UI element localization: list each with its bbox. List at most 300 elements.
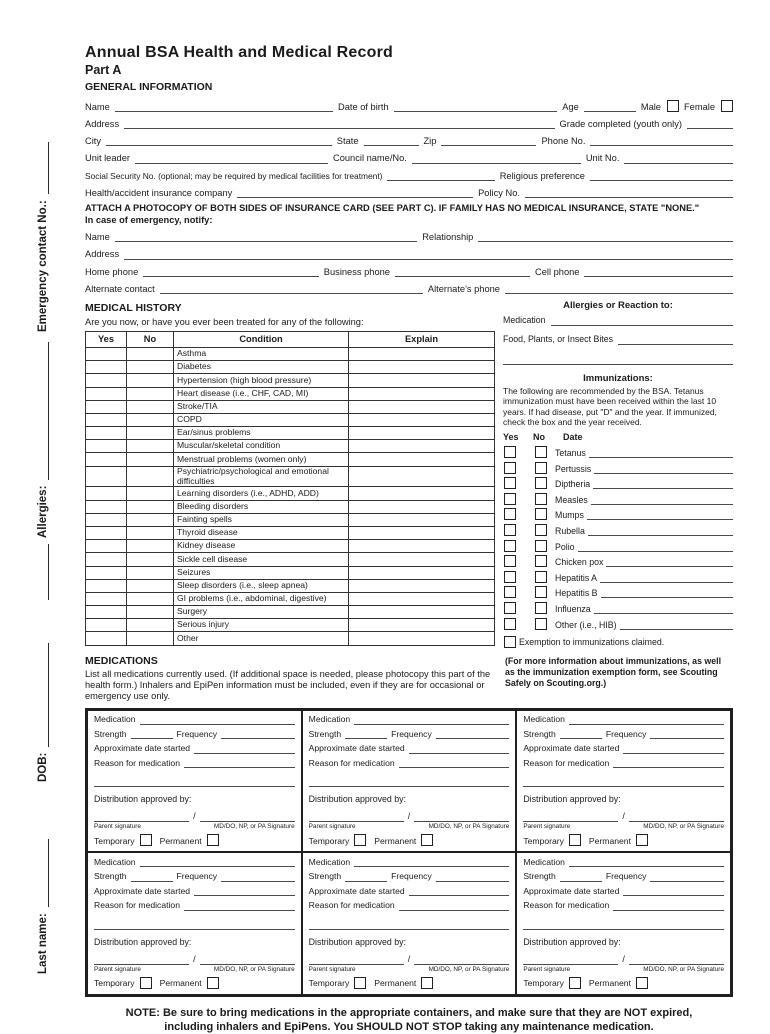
blank-line: [394, 102, 558, 112]
blank-line: [412, 154, 581, 164]
blank-line: [399, 758, 510, 768]
yes-cell: [86, 500, 127, 513]
temporary-checkbox: [569, 834, 581, 846]
extra-blank-row: [523, 777, 724, 787]
unit-leader-label: Unit leader: [85, 153, 130, 164]
signature-labels: [523, 823, 724, 830]
immunization-label: Pertussis: [555, 463, 592, 474]
condition-row: [86, 387, 495, 400]
condition-cell: [174, 632, 349, 645]
cell-phone-label: Cell phone: [535, 266, 580, 277]
blank-line: [143, 267, 319, 277]
condition-row: [86, 632, 495, 645]
explain-cell: [349, 500, 495, 513]
insurance-company-label: Health/accident insurance company: [85, 187, 233, 198]
reason-row: [94, 758, 295, 768]
permanent-label: Permanent: [588, 835, 631, 846]
form-title: Annual BSA Health and Medical Record: [85, 44, 393, 61]
imm-date-header: Date: [563, 432, 583, 443]
yes-cell: [86, 440, 127, 453]
blank-line: [441, 136, 536, 146]
blank-line: [160, 284, 423, 294]
condition-row: [86, 374, 495, 387]
frequency-label: Frequency: [605, 728, 647, 739]
condition-row: [86, 487, 495, 500]
condition-label: Fainting spells: [177, 513, 232, 524]
blank-line: [194, 886, 295, 896]
condition-label: Bleeding disorders: [177, 500, 249, 511]
condition-label: Psychiatric/psychological and emotional difficulties: [177, 465, 329, 486]
emergency-address-label: Address: [85, 249, 120, 260]
frequency-label: Frequency: [176, 871, 218, 882]
parent-signature-line: [94, 812, 189, 822]
immunization-label: Other (i.e., HIB): [555, 619, 617, 630]
condition-label: Asthma: [177, 348, 207, 359]
immunization-label: Hepatitis B: [555, 588, 598, 599]
explain-cell: [349, 632, 495, 645]
date-started-label: Approximate date started: [308, 743, 405, 754]
condition-label: Learning disorders (i.e., ADHD, ADD): [177, 487, 319, 498]
margin-last-name: [34, 839, 49, 974]
immunization-row: [503, 493, 733, 505]
slash-divider: /: [622, 953, 625, 964]
date-blank-line: [591, 495, 733, 505]
reason-label: Reason for medication: [523, 900, 610, 911]
blank-line: [523, 920, 724, 930]
condition-row: [86, 427, 495, 440]
parent-signature-line: [309, 955, 404, 965]
yes-cell: [86, 606, 127, 619]
strength-label: Strength: [94, 728, 127, 739]
date-started-label: Approximate date started: [523, 885, 620, 896]
grade-completed-label: Grade completed (youth only): [559, 119, 682, 129]
temporary-label: Temporary: [94, 978, 135, 989]
imm-yes-checkbox: [504, 524, 516, 536]
condition-row: [86, 453, 495, 466]
imm-no-checkbox: [535, 477, 547, 489]
imm-yes-checkbox: [504, 540, 516, 552]
condition-row: [86, 361, 495, 374]
reason-label: Reason for medication: [308, 757, 395, 768]
female-label: Female: [683, 101, 715, 112]
no-cell: [127, 413, 174, 426]
condition-cell: [174, 553, 349, 566]
age-label: Age: [562, 101, 579, 112]
signature-labels: [309, 966, 510, 973]
reason-label: Reason for medication: [94, 757, 180, 768]
md-signature-label: MD/DO, NP, or PA Signature: [643, 823, 724, 831]
medication-block: [87, 710, 302, 853]
no-cell: [127, 540, 174, 553]
distribution-label: Distribution approved by:: [308, 936, 406, 947]
female-checkbox: [721, 100, 733, 112]
condition-row: [86, 413, 495, 426]
yes-cell: [86, 400, 127, 413]
imm-yes-checkbox: [504, 586, 516, 598]
signature-row: [309, 812, 510, 822]
frequency-label: Frequency: [176, 728, 218, 739]
condition-cell: [174, 400, 349, 413]
signature-labels: [309, 823, 510, 830]
unit-leader-row: [85, 153, 733, 163]
strength-frequency-row: [523, 729, 724, 739]
allergy-food-row: [503, 335, 733, 345]
condition-label: Seizures: [177, 566, 211, 577]
condition-label: Menstrual problems (women only): [177, 453, 307, 464]
condition-cell: [174, 453, 349, 466]
md-signature-line: [629, 955, 724, 965]
strength-frequency-row: [523, 872, 724, 882]
imm-yes-checkbox: [504, 477, 516, 489]
immunization-row: [503, 602, 733, 614]
immunization-row: [503, 508, 733, 520]
medications-intro: List all medications currently used. (If additional space is needed, please photocopy this part of the health form.) Inhalers and EpiPen information must be included, even if they are for occasional or emergency use only.: [85, 668, 491, 702]
yes-cell: [86, 413, 127, 426]
permanent-checkbox: [421, 834, 433, 846]
yes-cell: [86, 526, 127, 539]
blank-line: [135, 154, 328, 164]
temporary-permanent-row: [523, 834, 724, 846]
condition-label: Serious injury: [177, 619, 230, 630]
immunization-list: [503, 446, 733, 630]
blank-line: [618, 335, 733, 345]
no-cell: [127, 526, 174, 539]
medication-block: [516, 852, 731, 995]
md-signature-line: [414, 812, 509, 822]
signature-labels: [523, 966, 724, 973]
phones-row: [85, 267, 733, 277]
parent-signature-line: [309, 812, 404, 822]
explain-cell: [349, 566, 495, 579]
blank-line: [37, 643, 49, 747]
medical-history-intro: Are you now, or have you ever been treated for any of the following:: [85, 316, 364, 327]
frequency-label: Frequency: [391, 871, 432, 882]
home-phone-label: Home phone: [85, 266, 139, 277]
date-blank-line: [620, 620, 733, 630]
blank-line: [345, 729, 387, 739]
medical-history-table: [85, 331, 495, 646]
yes-cell: [86, 453, 127, 466]
imm-no-checkbox: [535, 462, 547, 474]
medication-block: [302, 852, 517, 995]
permanent-checkbox: [636, 977, 648, 989]
medication-label: Medication: [523, 714, 565, 725]
explain-cell: [349, 387, 495, 400]
blank-line: [523, 777, 724, 787]
allergy-medication-row: [503, 316, 733, 326]
md-signature-line: [200, 812, 295, 822]
reason-label: Reason for medication: [308, 900, 395, 911]
permanent-label: Permanent: [374, 978, 417, 989]
imm-yes-checkbox: [504, 602, 516, 614]
yes-cell: [86, 619, 127, 632]
blank-line: [560, 872, 602, 882]
blank-line: [131, 872, 173, 882]
policy-no-label: Policy No.: [478, 187, 520, 198]
blank-line: [115, 102, 333, 112]
condition-label: COPD: [177, 414, 202, 425]
condition-row: [86, 400, 495, 413]
blank-line: [37, 839, 49, 907]
signature-row: [523, 812, 724, 822]
condition-row: [86, 500, 495, 513]
blank-line: [436, 872, 510, 882]
medication-name-row: [523, 715, 724, 725]
blank-line: [623, 886, 724, 896]
no-cell: [127, 427, 174, 440]
blank-line: [399, 901, 510, 911]
condition-label: Heart disease (i.e., CHF, CAD, MI): [177, 387, 309, 398]
immunization-label: Hepatitis A: [555, 572, 598, 583]
blank-line: [613, 901, 724, 911]
blank-line: [345, 872, 387, 882]
yes-cell: [86, 466, 127, 487]
condition-row: [86, 440, 495, 453]
dob-label: DOB:: [37, 752, 49, 782]
condition-label: Kidney disease: [177, 540, 236, 551]
blank-line: [106, 136, 332, 146]
temporary-checkbox: [569, 977, 581, 989]
md-signature-line: [200, 955, 295, 965]
parent-signature-label: Parent signature: [308, 965, 356, 973]
medications-section: [85, 655, 495, 703]
medication-label: Medication: [308, 856, 351, 867]
explain-cell: [349, 347, 495, 360]
permanent-label: Permanent: [159, 835, 202, 846]
condition-label: Muscular/skeletal condition: [177, 440, 281, 451]
condition-cell: [174, 466, 349, 487]
explain-cell: [349, 513, 495, 526]
blank-line: [124, 250, 733, 260]
allergies-reaction-heading: Allergies or Reaction to:: [563, 299, 673, 311]
blank-line: [525, 188, 733, 198]
temporary-checkbox: [140, 977, 152, 989]
yes-cell: [86, 566, 127, 579]
blank-line: [395, 267, 530, 277]
condition-cell: [174, 361, 349, 374]
business-phone-label: Business phone: [323, 266, 390, 277]
immunization-row: [503, 477, 733, 489]
imm-no-checkbox: [535, 602, 547, 614]
allergies-label: Allergies:: [37, 485, 49, 538]
medication-name-row: [94, 715, 295, 725]
explain-cell: [349, 427, 495, 440]
attach-photocopy-note: ATTACH A PHOTOCOPY OF BOTH SIDES OF INSURANCE CARD (SEE PART C). IF FAMILY HAS NO MEDICAL INSURANCE, STATE "NONE.": [85, 203, 700, 214]
date-started-label: Approximate date started: [523, 743, 620, 754]
date-blank-line: [606, 557, 733, 567]
medication-name-row: [309, 715, 510, 725]
yes-cell: [86, 427, 127, 440]
condition-cell: [174, 500, 349, 513]
medications-heading: MEDICATIONS: [85, 654, 158, 667]
date-started-row: [523, 886, 724, 896]
distribution-label: Distribution approved by:: [523, 794, 621, 805]
yes-cell: [86, 579, 127, 592]
allergy-extra-row: [503, 355, 733, 365]
blank-line: [140, 857, 295, 867]
temporary-permanent-row: [94, 834, 295, 846]
condition-row: [86, 540, 495, 553]
condition-cell: [174, 566, 349, 579]
parent-signature-label: Parent signature: [523, 823, 571, 831]
condition-row: [86, 592, 495, 605]
permanent-checkbox: [207, 977, 219, 989]
imm-no-checkbox: [535, 555, 547, 567]
name-row: [85, 100, 733, 112]
no-cell: [127, 632, 174, 645]
temporary-permanent-row: [309, 977, 510, 989]
blank-line: [37, 544, 49, 600]
condition-row: [86, 526, 495, 539]
yes-column-header: Yes: [86, 331, 127, 347]
immunization-row: [503, 524, 733, 536]
imm-yes-header: Yes: [503, 432, 519, 443]
immunization-row: [503, 555, 733, 567]
imm-yes-checkbox: [504, 571, 516, 583]
margin-emergency-contact: [34, 142, 49, 332]
general-information-heading: GENERAL INFORMATION: [85, 81, 213, 93]
explain-cell: [349, 400, 495, 413]
blank-line: [503, 355, 733, 365]
allergy-food-label: Food, Plants, or Insect Bites: [503, 334, 614, 345]
condition-row: [86, 619, 495, 632]
condition-label: Diabetes: [177, 361, 211, 372]
condition-cell: [174, 413, 349, 426]
immunization-label: Polio: [555, 541, 575, 552]
explain-cell: [349, 619, 495, 632]
no-cell: [127, 619, 174, 632]
imm-no-checkbox: [535, 446, 547, 458]
signature-row: [523, 955, 724, 965]
medication-label: Medication: [94, 856, 136, 867]
parent-signature-line: [94, 955, 189, 965]
condition-row: [86, 566, 495, 579]
condition-label: Ear/sinus problems: [177, 427, 251, 438]
condition-column-header: Condition: [174, 331, 349, 347]
no-cell: [127, 453, 174, 466]
condition-cell: [174, 427, 349, 440]
temporary-checkbox: [354, 834, 366, 846]
temporary-label: Temporary: [523, 978, 564, 989]
condition-row: [86, 553, 495, 566]
no-cell: [127, 566, 174, 579]
blank-line: [94, 920, 295, 930]
temporary-permanent-row: [523, 977, 724, 989]
signature-labels: [94, 966, 295, 973]
md-signature-label: MD/DO, NP, or PA Signature: [428, 965, 510, 973]
strength-frequency-row: [94, 872, 295, 882]
frequency-label: Frequency: [605, 871, 647, 882]
explain-cell: [349, 487, 495, 500]
immunization-label: Chicken pox: [555, 557, 604, 568]
no-cell: [127, 400, 174, 413]
reason-label: Reason for medication: [94, 900, 180, 911]
date-started-row: [309, 744, 510, 754]
condition-cell: [174, 487, 349, 500]
medication-block: [87, 852, 302, 995]
last-name-label: Last name:: [37, 913, 49, 974]
yes-cell: [86, 387, 127, 400]
immunization-label: Rubella: [555, 525, 585, 536]
no-cell: [127, 387, 174, 400]
explain-cell: [349, 361, 495, 374]
condition-cell: [174, 347, 349, 360]
signature-row: [94, 955, 295, 965]
explain-cell: [349, 440, 495, 453]
no-cell: [127, 500, 174, 513]
condition-row: [86, 347, 495, 360]
imm-no-header: No: [533, 432, 545, 443]
blank-line: [354, 857, 509, 867]
blank-line: [124, 119, 554, 129]
date-of-birth-label: Date of birth: [337, 101, 389, 112]
temporary-label: Temporary: [308, 978, 350, 989]
allergies-immunizations-panel: [503, 300, 733, 648]
explain-cell: [349, 579, 495, 592]
slash-divider: /: [407, 811, 411, 822]
alternate-contact-row: [85, 284, 733, 294]
blank-line: [478, 232, 733, 242]
address-label: Address: [85, 119, 120, 129]
emergency-notify-heading: In case of emergency, notify:: [85, 215, 213, 226]
temporary-permanent-row: [309, 834, 510, 846]
condition-label: Hypertension (high blood pressure): [177, 374, 312, 385]
blank-line: [140, 715, 295, 725]
condition-cell: [174, 374, 349, 387]
condition-cell: [174, 513, 349, 526]
date-started-row: [94, 744, 295, 754]
explain-cell: [349, 592, 495, 605]
blank-line: [650, 872, 724, 882]
parent-signature-label: Parent signature: [523, 965, 571, 973]
state-label: State: [336, 136, 359, 147]
explain-cell: [349, 466, 495, 487]
yes-cell: [86, 347, 127, 360]
extra-blank-row: [523, 920, 724, 930]
emergency-name-label: Name: [85, 232, 110, 243]
blank-line: [551, 316, 733, 326]
slash-divider: /: [622, 811, 625, 822]
no-cell: [127, 466, 174, 487]
medication-block: [302, 710, 517, 853]
md-signature-label: MD/DO, NP, or PA Signature: [213, 823, 295, 831]
explain-column-header: Explain: [349, 331, 495, 347]
no-cell: [127, 592, 174, 605]
parent-signature-label: Parent signature: [94, 965, 141, 973]
immunization-info-note: (For more information about immunizations, as well as the immunization exemption form, see Scouting Safely on Scouting.org.): [505, 655, 722, 688]
alternate-contact-label: Alternate contact: [85, 283, 155, 294]
exemption-checkbox: [504, 636, 516, 648]
no-column-header: No: [127, 331, 174, 347]
medication-block: [516, 710, 731, 853]
medication-grid: [85, 708, 733, 997]
immunization-row: [503, 462, 733, 474]
alternates-phone-label: Alternate's phone: [427, 283, 500, 294]
date-blank-line: [601, 588, 733, 598]
signature-row: [94, 812, 295, 822]
md-signature-label: MD/DO, NP, or PA Signature: [213, 965, 295, 973]
permanent-label: Permanent: [588, 978, 631, 989]
table-header-row: [86, 331, 495, 347]
imm-no-checkbox: [535, 524, 547, 536]
immunization-label: Diptheria: [555, 479, 591, 490]
yes-cell: [86, 592, 127, 605]
immunization-columns: [503, 432, 733, 442]
part-label: Part A: [85, 63, 122, 77]
blank-line: [221, 729, 295, 739]
medication-label: Medication: [523, 856, 565, 867]
explain-cell: [349, 453, 495, 466]
